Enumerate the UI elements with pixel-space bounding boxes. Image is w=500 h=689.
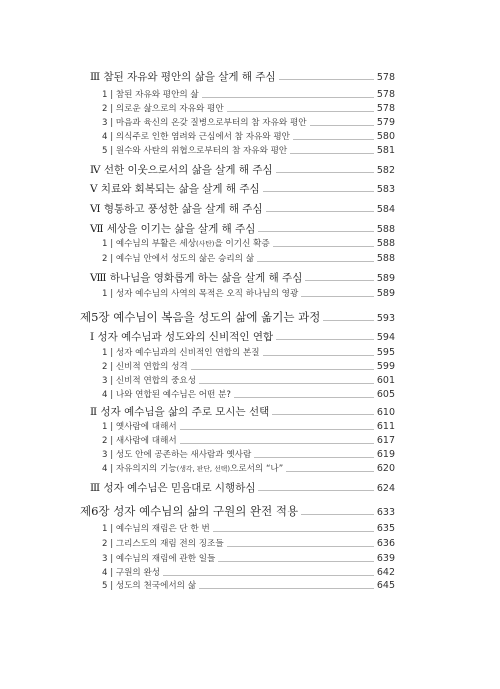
toc-title: 1 | 참된 자유와 평안의 삶 (102, 90, 199, 100)
page-number: 610 (376, 407, 395, 418)
toc-entry[interactable] (102, 579, 395, 591)
toc-section[interactable] (90, 329, 395, 344)
leader-line (310, 125, 374, 126)
toc-title: Ⅲ 참된 자유와 평안의 삶을 살게 해 주심 (90, 71, 276, 83)
leader-line (266, 211, 374, 212)
toc-title-note: (생각, 판단, 선택) (176, 465, 231, 473)
page-number: 617 (376, 435, 395, 446)
toc-title: 3 | 마음과 육신의 온갖 질병으로부터의 참 자유와 평안 (102, 118, 307, 128)
toc-title: 1 | 성자 예수님과의 신비적인 연합의 본질 (102, 348, 260, 358)
page-number: 578 (376, 103, 395, 114)
toc-entry[interactable] (102, 566, 395, 578)
toc-title: 2 | 의로운 삶으로의 자유와 평안 (102, 104, 224, 114)
toc-title: 1 | 예수님의 재림은 단 한 번 (102, 524, 210, 534)
page-number: 580 (376, 131, 395, 142)
toc-title: Ⅷ 하나님을 영화롭게 하는 삶을 살게 해 주심 (90, 272, 303, 284)
page-number: 594 (376, 332, 395, 343)
page-number: 588 (376, 238, 395, 249)
toc-title-note: (사탄) (196, 240, 215, 248)
leader-line (202, 97, 374, 98)
toc-section[interactable] (90, 181, 395, 196)
leader-line (301, 514, 374, 515)
toc-chapter[interactable] (80, 503, 395, 519)
leader-line (258, 231, 373, 232)
page-number: 578 (376, 89, 395, 100)
page-number: 642 (376, 567, 395, 578)
leader-line (272, 414, 374, 415)
page-number: 645 (376, 580, 395, 591)
toc-entry[interactable] (102, 434, 395, 446)
page-number: 611 (376, 421, 395, 432)
toc-title: 1 | 예수님의 부활은 세상(사탄)을 이기신 확증 (102, 239, 270, 249)
page-number: 624 (376, 483, 395, 494)
toc-section[interactable] (90, 162, 395, 177)
leader-line (254, 457, 374, 458)
leader-line (191, 369, 374, 370)
toc-title: 4 | 자유의지의 기능(생각, 판단, 선택)으로서의 “나” (102, 464, 284, 474)
toc-title: 2 | 예수님 안에서 성도의 삶은 승리의 삶 (102, 254, 255, 264)
toc-title: 제6장 성자 예수님의 삶의 구원의 완전 적용 (80, 504, 299, 518)
toc-section[interactable] (90, 69, 395, 84)
page-number: 620 (376, 463, 395, 474)
leader-line (258, 490, 373, 491)
toc-entry[interactable] (102, 360, 395, 372)
page-number: 583 (376, 184, 395, 195)
leader-line (273, 246, 374, 247)
leader-line (263, 355, 374, 356)
leader-line (257, 261, 374, 262)
page-number: 633 (376, 507, 395, 518)
toc-title: Ⅵ 형통하고 풍성한 삶을 살게 해 주심 (90, 203, 263, 215)
page-number: 588 (376, 224, 395, 235)
leader-line (323, 320, 374, 321)
leader-line (199, 383, 374, 384)
leader-line (293, 139, 374, 140)
toc-entry[interactable] (102, 116, 395, 128)
page-number: 619 (376, 449, 395, 460)
toc-section[interactable] (90, 270, 395, 285)
page-number: 579 (376, 117, 395, 128)
toc-title: 3 | 예수님의 재림에 관한 일들 (102, 554, 216, 564)
toc-entry[interactable] (102, 420, 395, 432)
toc-title: 제5장 예수님이 복음을 성도의 삶에 옮기는 과정 (80, 310, 321, 324)
toc-entry[interactable] (102, 462, 395, 474)
page-number: 589 (376, 288, 395, 299)
toc-title: 5 | 원수와 사탄의 위협으로부터의 참 자유와 평안 (102, 146, 288, 156)
leader-line (213, 531, 374, 532)
leader-line (163, 575, 374, 576)
page-number: 578 (376, 72, 395, 83)
toc-entry[interactable] (102, 130, 395, 142)
page-number: 635 (376, 523, 395, 534)
toc-title: 4 | 나와 연합된 예수님은 어떤 분? (102, 390, 231, 400)
leader-line (180, 429, 374, 430)
toc-entry[interactable] (102, 287, 395, 299)
toc-title: 3 | 성도 안에 공존하는 새사람과 옛사람 (102, 450, 252, 460)
page-number: 605 (376, 389, 395, 400)
toc-entry[interactable] (102, 88, 395, 100)
leader-line (276, 172, 374, 173)
toc-title: 2 | 그리스도의 재림 전의 징조들 (102, 539, 224, 549)
leader-line (286, 471, 374, 472)
toc-title: 4 | 의식주로 인한 염려와 근심에서 참 자유와 평안 (102, 132, 290, 142)
page-number: 639 (376, 553, 395, 564)
toc-title: 1 | 옛사람에 대해서 (102, 422, 177, 432)
toc-title: 3 | 신비적 연합의 중요성 (102, 376, 197, 386)
leader-line (199, 588, 374, 589)
page-number: 588 (376, 253, 395, 264)
toc-entry[interactable] (102, 522, 395, 534)
page-number: 589 (376, 273, 395, 284)
toc-title: Ⅲ 성자 예수님은 믿음대로 시행하심 (90, 482, 256, 494)
page-number: 601 (376, 375, 395, 386)
toc-title: Ⅰ 성자 예수님과 성도와의 신비적인 연합 (90, 331, 274, 343)
leader-line (290, 153, 374, 154)
toc-entry[interactable] (102, 346, 395, 358)
toc-section[interactable] (90, 201, 395, 216)
page-number: 582 (376, 165, 395, 176)
toc-section[interactable] (90, 221, 395, 236)
leader-line (180, 443, 374, 444)
leader-line (263, 191, 374, 192)
leader-line (276, 339, 374, 340)
toc-chapter[interactable] (80, 309, 395, 325)
toc-title: 5 | 성도의 천국에서의 삶 (102, 581, 197, 591)
leader-line (301, 296, 374, 297)
toc-title: Ⅱ 성자 예수님을 삶의 주로 모시는 선택 (90, 406, 270, 418)
toc-section[interactable] (90, 404, 395, 419)
toc-title: 4 | 구원의 완성 (102, 568, 161, 578)
toc-entry[interactable] (102, 102, 395, 114)
toc-entry[interactable] (102, 237, 395, 249)
toc-entry[interactable] (102, 552, 395, 564)
toc-entry[interactable] (102, 448, 395, 460)
page-number: 581 (376, 145, 395, 156)
leader-line (234, 397, 374, 398)
page-number: 636 (376, 538, 395, 549)
leader-line (227, 546, 374, 547)
leader-line (279, 79, 374, 80)
toc-title: 1 | 성자 예수님의 사역의 목적은 오직 하나님의 영광 (102, 289, 299, 299)
toc-title: Ⅶ 세상을 이기는 삶을 살게 해 주심 (90, 223, 256, 235)
toc-entry[interactable] (102, 537, 395, 549)
toc-section[interactable] (90, 480, 395, 495)
leader-line (218, 561, 374, 562)
toc-title: 2 | 새사람에 대해서 (102, 436, 177, 446)
toc-title: Ⅳ 선한 이웃으로서의 삶을 살게 해 주심 (90, 164, 273, 176)
page-number: 599 (376, 361, 395, 372)
page-number: 584 (376, 204, 395, 215)
leader-line (227, 111, 374, 112)
toc-title: Ⅴ 치료와 회복되는 삶을 살게 해 주심 (90, 183, 260, 195)
toc-entry[interactable] (102, 388, 395, 400)
toc-entry[interactable] (102, 252, 395, 264)
page-number: 593 (376, 313, 395, 324)
toc-entry[interactable] (102, 374, 395, 386)
toc-entry[interactable] (102, 144, 395, 156)
page-number: 595 (376, 347, 395, 358)
leader-line (305, 280, 374, 281)
toc-title: 2 | 신비적 연합의 성격 (102, 362, 188, 372)
